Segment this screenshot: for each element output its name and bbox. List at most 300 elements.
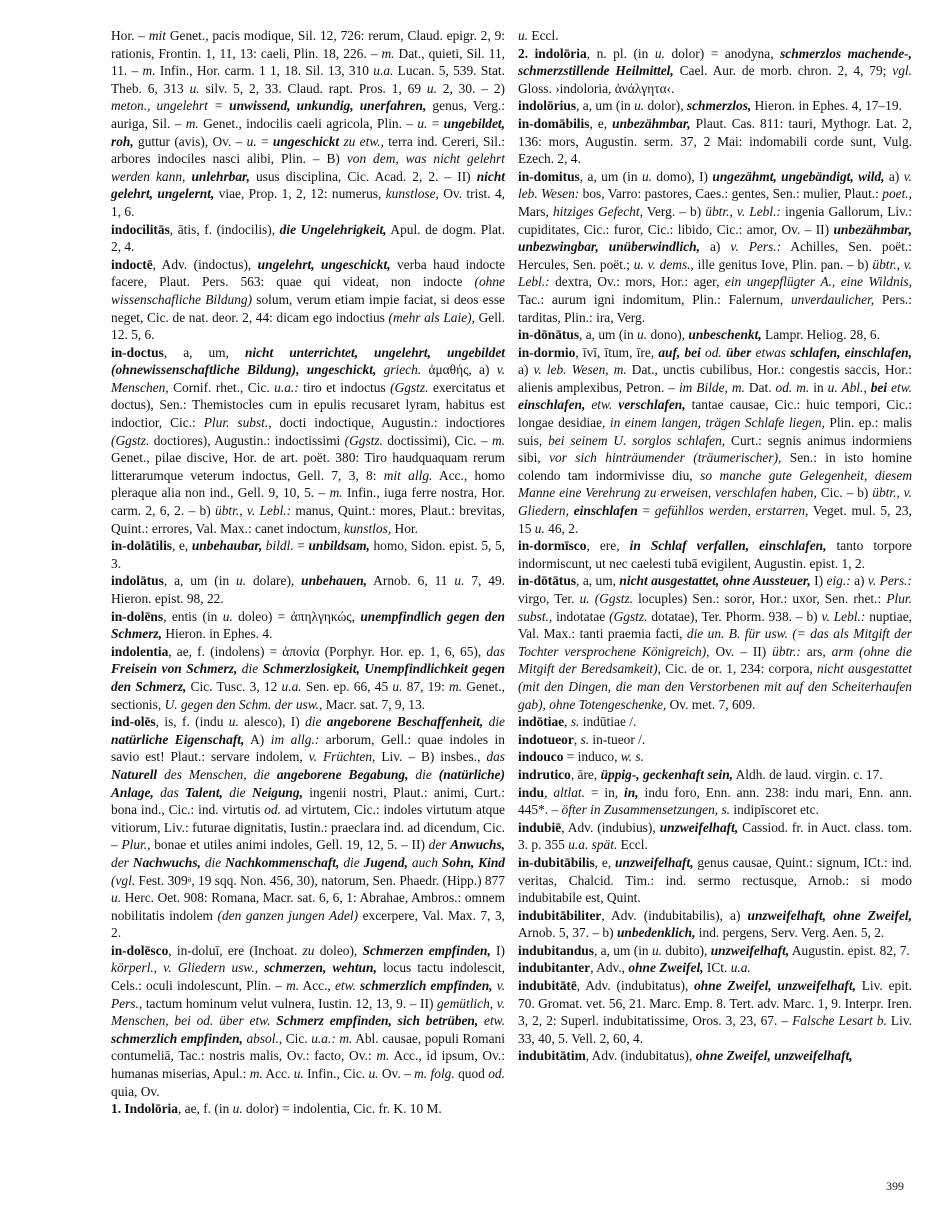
- entry-annotation: m.: [381, 45, 395, 61]
- entry-text: = induco,: [563, 749, 621, 765]
- entry-annotation: kunstlose,: [385, 186, 439, 202]
- entry-annotation: auch: [411, 854, 438, 870]
- entry-annotation: das: [160, 784, 179, 800]
- dictionary-entry: [518, 1047, 912, 1065]
- entry-headword: in-dormīsco: [518, 538, 587, 554]
- entry-translation: unbehaubar,: [191, 538, 263, 554]
- entry-translation: angeborene Beschaffenheit,: [326, 714, 484, 730]
- entry-translation: einschlafen,: [518, 397, 586, 413]
- entry-text: Arnob. 5, 37. – b): [518, 925, 617, 941]
- entry-text: Gell. 12. 5, 6.: [111, 309, 505, 343]
- entry-translation: nicht unterrichtet, ungelehrt, ungebildet (ohnewissenschaftliche Bildung), ungeschickt,: [111, 344, 505, 378]
- entry-text: usus disciplina, Cic. Acad. 2, 2. – II): [249, 168, 477, 184]
- entry-annotation: u.: [236, 573, 247, 589]
- entry-text: dolare),: [246, 573, 302, 589]
- entry-annotation: zu etw.,: [343, 133, 384, 149]
- entry-annotation: die: [241, 661, 259, 677]
- entry-annotation: poet.,: [882, 186, 912, 202]
- entry-text: Curt.: segnis animus indormiens sibi,: [518, 432, 912, 466]
- entry-annotation: übtr., v. Lebl.:: [518, 256, 912, 290]
- entry-annotation: (vgl.: [111, 872, 136, 888]
- entry-text: ,: [564, 714, 571, 730]
- entry-text: docti indoctique, Augustin.: indoctiores: [271, 415, 505, 431]
- dictionary-entry: [518, 942, 912, 960]
- dictionary-entry: [518, 731, 912, 749]
- entry-annotation: die: [305, 714, 322, 730]
- entry-text: exercitatus et doctus), Sen.: Themistocles cum in epulis recusaret lyram, habitus est indoctior, Cic.:: [111, 379, 505, 431]
- entry-translation: ungeschickt: [272, 133, 340, 149]
- entry-annotation: (den ganzen jungen Adel): [217, 907, 359, 923]
- entry-text: Liv. – B) insbes.,: [375, 749, 487, 765]
- entry-annotation: übtr., v. Gliedern,: [518, 485, 912, 519]
- entry-translation: Talent,: [185, 784, 223, 800]
- entry-text: Dat., quieti, Sil. 11, 11. –: [111, 45, 505, 79]
- entry-text: Cic. Tusc. 3, 12: [186, 678, 282, 694]
- entry-annotation: od. m.: [775, 379, 810, 395]
- entry-annotation: das: [486, 643, 505, 659]
- entry-text: ICt.: [703, 960, 731, 976]
- entry-translation: unbezähmbar, unbezwingbar, unüberwindlich,: [518, 221, 912, 255]
- entry-text: =: [637, 503, 655, 519]
- entry-text: Lampr. Heliog. 28, 6.: [761, 327, 880, 343]
- entry-translation: ohne Zweifel, unzweifelhaft,: [694, 978, 856, 994]
- entry-text: doleo),: [314, 942, 363, 958]
- entry-text: , a, um (in: [593, 942, 652, 958]
- entry-text: , a, um,: [163, 344, 245, 360]
- entry-annotation: unverdaulicher,: [790, 291, 875, 307]
- dictionary-entry: [518, 959, 912, 977]
- entry-text: , a, um (in: [163, 573, 237, 589]
- dictionary-entry: [518, 344, 912, 538]
- entry-text: bonae et utiles animi indoles, Gell. 19, 12, 5. – II): [150, 837, 429, 853]
- dictionary-entry: [518, 97, 912, 115]
- entry-annotation: u.: [232, 1101, 243, 1117]
- entry-annotation: u.: [111, 890, 122, 906]
- entry-text: a): [884, 168, 904, 184]
- entry-text: Ov. met. 7, 609.: [666, 696, 756, 712]
- entry-annotation: (ohne wissenschafliche Bildung): [111, 274, 505, 307]
- entry-text: quia, Ov.: [111, 1083, 160, 1099]
- entry-annotation: mit allg.: [383, 467, 433, 483]
- entry-annotation: m.: [249, 1066, 263, 1082]
- entry-annotation: die: [415, 766, 432, 782]
- entry-annotation: u.: [579, 591, 590, 606]
- entry-annotation: altlat.: [553, 784, 585, 800]
- entry-headword: in-domitus: [518, 168, 580, 184]
- entry-translation: nicht ausgestattet, ohne Aussteuer,: [619, 573, 811, 589]
- entry-text: dotatae), Ter. Phorm. 938. – b): [647, 608, 822, 624]
- entry-annotation: Plur. subst.,: [203, 415, 272, 431]
- entry-annotation: u.a.:: [311, 1030, 336, 1046]
- entry-text: I): [810, 573, 827, 589]
- entry-annotation: s.: [570, 714, 580, 730]
- entry-text: Achilles, Sen. poët.: Hercules, Sen. poët.;: [518, 239, 912, 272]
- entry-text: homo, Sidon. epist. 5, 5, 3.: [111, 538, 505, 571]
- entry-annotation: gefühllos werden, erstarren,: [654, 503, 809, 519]
- entry-headword: indolātus: [111, 573, 164, 589]
- entry-headword: in-dolēns: [111, 608, 164, 624]
- entry-text: dolor),: [644, 98, 687, 114]
- entry-annotation: etw.: [591, 397, 613, 413]
- entry-translation: die Ungelehrigkeit,: [279, 221, 387, 237]
- entry-translation: schmerzlos machende-, schmerzstillende Heilmittel,: [518, 45, 912, 79]
- entry-translation: Sohn, Kind: [441, 854, 505, 870]
- entry-annotation: u.: [228, 714, 239, 730]
- entry-text: , entis (in: [163, 608, 223, 624]
- entry-translation: unzweifelhaft,: [659, 819, 739, 835]
- entry-text: solum, verum etiam impie faciat, si deos esse neget, Cic. de nat. deor. 2, 44: dicam ego indoctius: [111, 291, 505, 325]
- entry-translation: ohne Zweifel, unzweifelhaft,: [695, 1048, 853, 1064]
- entry-text: doctiores), Augustin.: indoctissimi: [149, 432, 345, 448]
- entry-text: silv. 5, 2, 33. Claud. rapt. Pros. 1, 69: [199, 80, 427, 96]
- entry-annotation: u.: [641, 168, 652, 184]
- entry-translation: Naturell: [111, 766, 158, 782]
- entry-annotation: etw.: [334, 978, 356, 994]
- entry-translation: ungelehrt, ungeschickt,: [257, 256, 391, 272]
- entry-text: Cael. Aur. de morb. chron. 2, 4, 79;: [673, 63, 893, 79]
- dictionary-entry: [111, 643, 505, 713]
- entry-annotation: Plur.,: [121, 837, 151, 853]
- entry-annotation: Plur. subst.,: [518, 591, 912, 624]
- entry-text: Genet., indocilis caeli agricola, Plin. –: [198, 115, 418, 131]
- entry-annotation: m.: [142, 63, 156, 79]
- entry-annotation: m.: [339, 1030, 353, 1046]
- entry-translation: Nachkommenschaft,: [225, 854, 340, 870]
- entry-translation: Schmerzen empfinden,: [362, 942, 491, 958]
- entry-annotation: mit: [148, 28, 166, 43]
- entry-text: genus causae, Quint.: signum, ICt.: ind. veritas, Chalcid. Tim.: ind. sermo rectusque, Arnob.: si modo indubitabile est, Quint.: [518, 854, 912, 906]
- entry-text: bos, Varro: pastores, Caes.: gentes, Sen.: mulier, Plaut.:: [579, 186, 883, 202]
- entry-translation: Nachwuchs,: [132, 854, 201, 870]
- entry-text: tanto torpore indormiscunt, ut nec caelesti tubā evigilent, Augustin. epist. 1, 2.: [518, 538, 912, 571]
- entry-headword: ind-olēs: [111, 714, 156, 730]
- entry-annotation: eig.:: [826, 573, 851, 589]
- entry-annotation: u.: [222, 608, 233, 624]
- entry-annotation: kunstlos,: [343, 520, 392, 536]
- entry-text: , a, um (in: [576, 98, 635, 114]
- entry-text: I): [490, 942, 505, 958]
- entry-text: Cic. – b): [816, 485, 873, 501]
- dictionary-entry: [111, 1100, 505, 1118]
- entry-translation: einschlafen: [573, 503, 638, 519]
- dictionary-entry: [111, 713, 505, 942]
- entry-annotation: die: [229, 784, 246, 800]
- entry-text: Genet., pilae discive, Hor. de art. poët. 380: Tiro haudquaquam rerum litterarumque veterum indoctus, Gell. 7, 3, 8:: [111, 450, 505, 483]
- entry-annotation: m.: [286, 978, 300, 994]
- entry-text: Infin., Hor. carm. 1 1, 18. Sil. 13, 310: [155, 63, 374, 79]
- entry-text: =: [293, 538, 309, 554]
- entry-headword: in-doctus: [111, 344, 164, 360]
- entry-text: Infin., iuga ferre nostra, Hor. carm. 2, 6, 2. – b): [111, 485, 505, 519]
- entry-text: Ov. –: [378, 1066, 415, 1082]
- entry-annotation: so manche gute Gelegenheit, diesem Manne eine Verehrung zu erweisen, verschlafen haben,: [518, 467, 912, 501]
- entry-text: 2, 30. – 2): [436, 80, 505, 96]
- entry-text: verba haud indocte facere, Plaut. Pers. 563: quae qui videat, non indocte: [111, 256, 505, 290]
- dictionary-entry: [518, 977, 912, 1047]
- entry-text: Pers.: tarditas, Plin.: ira, Verg.: [518, 291, 912, 325]
- dictionary-entry: [518, 784, 912, 819]
- entry-text: A): [244, 731, 271, 747]
- entry-text: , ere,: [586, 538, 630, 554]
- entry-translation: unbeschenkt,: [688, 327, 762, 343]
- entry-text: Acc.,: [299, 978, 335, 994]
- dictionary-entry: [518, 537, 912, 572]
- entry-annotation: absol.,: [246, 1030, 283, 1046]
- entry-annotation: u.: [634, 98, 645, 114]
- entry-text: a): [850, 573, 868, 589]
- entry-annotation: (Ggstz.: [344, 432, 383, 448]
- dictionary-entry: [518, 115, 912, 168]
- entry-text: Veget. mul. 5, 23, 15: [518, 503, 912, 536]
- entry-text: Cornif. rhet., Cic.: [168, 379, 275, 395]
- entry-annotation: übtr., v. Lebl.:: [705, 203, 781, 219]
- entry-text: indu foro, Enn. ann. 238: indu mari, Enn. ann. 445*. –: [518, 784, 913, 818]
- entry-text: , ae, f. (in: [177, 1101, 233, 1117]
- entry-text: Eccl.: [617, 837, 648, 853]
- dictionary-entry: [518, 27, 912, 45]
- entry-annotation: bildl.: [265, 538, 294, 554]
- entry-translation: unzweifelhaft, ohne Zweifel,: [747, 907, 912, 923]
- entry-text: , ātis, f. (indocilis),: [169, 221, 280, 237]
- entry-text: [270, 767, 277, 782]
- entry-annotation: m.: [449, 678, 463, 694]
- dictionary-entry: [111, 221, 505, 256]
- entry-translation: Jugend,: [363, 854, 408, 870]
- entry-text: Aldh. de laud. virgin. c. 17.: [733, 766, 883, 782]
- entry-translation: schlafen, einschlafen,: [790, 344, 912, 360]
- entry-text: Tac.: aurum igni indomitum, Plin.: Falernum,: [518, 291, 791, 307]
- entry-text: Lucan. 5, 539. Stat. Theb. 6, 313: [111, 63, 505, 96]
- entry-translation: Freisein von Schmerz,: [111, 661, 238, 677]
- entry-headword: indolōrius: [518, 98, 577, 114]
- entry-text: Liv. epit. 70. Gromat. vet. 56, 21. Marc. Emp. 8. Tert. adv. Marc. 1, 9. Interpr. Iren. 3, 2, 2: Superl. indubitatissime, Oros. 3, 23, 67. –: [518, 978, 912, 1029]
- entry-annotation: m.: [491, 432, 506, 448]
- entry-text: virgo, Ter.: [518, 591, 580, 606]
- left-column: [111, 27, 505, 1118]
- entry-annotation: u.: [518, 28, 529, 43]
- entry-annotation: u.: [293, 1066, 304, 1082]
- entry-headword: indubitābiliter: [518, 907, 602, 923]
- entry-annotation: in einem langen, trägen Schlafe liegen,: [609, 415, 825, 431]
- entry-text: Arnob. 6, 11: [367, 573, 455, 589]
- entry-text: in-tueor /.: [589, 731, 646, 747]
- entry-text: Dat., unctis cubilibus, Hor.: congestis saccis, Hor.: alienis amplexibus, Petron. –: [518, 362, 912, 395]
- entry-text: Hor. –: [111, 28, 149, 43]
- page-number: 399: [886, 1179, 904, 1193]
- entry-annotation: die: [204, 854, 222, 870]
- entry-annotation: u.a.: [281, 678, 302, 694]
- entry-annotation: im allg.:: [270, 731, 320, 747]
- entry-annotation: die un. B. für usw. (= das als Mitgift der Tochter versprochene Königreich),: [518, 626, 912, 659]
- entry-annotation: m.: [329, 485, 343, 501]
- entry-text: Verg. – b): [642, 203, 706, 219]
- entry-text: ille genitus Iove, Plin. pan. – b): [693, 256, 873, 272]
- entry-translation: unlehrbar,: [191, 168, 250, 184]
- entry-annotation: v. Früchten,: [308, 749, 376, 765]
- entry-annotation: u.a.:: [274, 379, 299, 395]
- entry-text: 7, 49. Hieron. epist. 98, 22.: [111, 573, 505, 606]
- entry-headword: indu: [518, 784, 545, 800]
- entry-text: in: [809, 379, 828, 395]
- entry-text: Genet., pacis modique, Sil. 12, 726: rerum, Claud. epigr. 2, 9: rationis, Frontin. 1, 11, 13: caeli, Plin. 18, 226. –: [111, 28, 505, 61]
- entry-translation: natürliche Eigenschaft,: [111, 731, 245, 747]
- entry-text: tantae causae, Cic.: huic tempori, Cic.: longae desidiae,: [518, 397, 912, 431]
- entry-text: a): [518, 362, 534, 378]
- dictionary-entry: [518, 907, 912, 942]
- entry-text: [432, 767, 439, 782]
- entry-text: genus, Verg.: auriga, Sil. –: [111, 98, 505, 131]
- entry-translation: Neigung,: [251, 784, 303, 800]
- entry-headword: indōtiae: [518, 714, 565, 730]
- entry-translation: unbildsam,: [308, 538, 370, 554]
- entry-annotation: u. Abl.,: [827, 379, 867, 395]
- entry-text: Acc., homo pleraque alia non ind., Gell. 9, 10, 5. –: [111, 467, 505, 501]
- entry-annotation: w. s.: [620, 749, 644, 765]
- entry-translation: auf, bei: [658, 344, 701, 360]
- entry-annotation: s.: [580, 731, 590, 747]
- entry-text: , āre,: [570, 766, 601, 782]
- entry-headword: in-dubitābilis: [518, 854, 595, 870]
- entry-text: doleo) = ἀπηλγηκώς,: [232, 608, 361, 624]
- entry-text: , ae, f. (indolens) = ἀπονία (Porphyr. Hor. ep. 1, 6, 65),: [168, 643, 487, 659]
- entry-annotation: zu: [302, 942, 315, 958]
- entry-text: ad virtutem, Cic.: indoles virtutum atque vitiorum, Liv.: futurae dignitatis, Iustin.: praeclara ind. ad dicendum, Cic. –: [111, 802, 506, 853]
- entry-annotation: die: [488, 714, 505, 730]
- entry-annotation: bei seinem U. sorglos schlafen,: [548, 432, 726, 448]
- entry-text: nuptiae, Val. Max.: tanti praemia facti,: [518, 608, 912, 642]
- dictionary-entry: [111, 256, 505, 344]
- entry-translation: ungebildet, roh,: [111, 115, 506, 149]
- entry-text: Fest. 309ᵃ, 19 sqq. Non. 456, 30), natorum, Sen. Phaedr. (Hipp.) 877: [135, 872, 505, 888]
- entry-text: =: [256, 133, 273, 149]
- entry-text: excerpere, Val. Max. 7, 3, 2.: [111, 907, 505, 941]
- entry-text: dolor) = indolentia, Cic. fr. K. 10 M.: [242, 1101, 442, 1117]
- entry-headword: in-dolēsco: [111, 942, 169, 958]
- entry-annotation: vor sich hinträumender (träumerischer),: [549, 450, 782, 466]
- entry-text: , Adv. (indoctus),: [152, 256, 258, 272]
- entry-annotation: u.: [454, 573, 465, 589]
- entry-annotation: m. folg.: [414, 1066, 455, 1082]
- entry-annotation: u.: [426, 80, 437, 96]
- dictionary-entry: [111, 344, 505, 538]
- entry-annotation: v. Lebl.:: [821, 608, 866, 624]
- dictionary-entry: [518, 748, 912, 766]
- entry-text: arborum, Gell.: quae indoles in savio est! Plaut.: servare indolem,: [111, 731, 505, 765]
- entry-annotation: vgl.: [892, 63, 912, 79]
- entry-annotation: v. Menschen,: [111, 362, 505, 395]
- entry-text: ingenia Gallorum, Liv.: cupiditates, Cic.: furor, Cic.: libido, Cic.: amor, Ov. – II): [518, 203, 912, 237]
- entry-headword: indocilitās: [111, 221, 170, 237]
- entry-text: Genet., sectionis,: [111, 678, 505, 712]
- entry-headword: indubitanter: [518, 960, 591, 976]
- entry-headword: indotueor: [518, 731, 574, 747]
- entry-text: Eccl.: [528, 28, 559, 43]
- entry-text: , is, f. (indu: [155, 714, 229, 730]
- entry-text: manus, Quint.: mores, Plaut.: brevitas, Quint.: errores, Val. Max.: canet indoctum,: [111, 503, 505, 536]
- dictionary-entry: [518, 326, 912, 344]
- entry-translation: angeborene Begabung,: [276, 766, 409, 782]
- dictionary-entry: [518, 854, 912, 907]
- entry-text: [376, 362, 383, 377]
- entry-annotation: v. leb. Wesen:: [518, 168, 913, 202]
- entry-annotation: u. v. dems.,: [633, 256, 694, 272]
- entry-annotation: griech.: [383, 362, 422, 378]
- entry-text: Infin., Cic.: [303, 1066, 369, 1082]
- entry-annotation: u.a.: [373, 63, 394, 79]
- entry-annotation: (Ggstz.: [609, 608, 648, 624]
- entry-text: , a, um (in: [579, 327, 638, 343]
- entry-translation: (natürliche) Anlage,: [111, 766, 505, 800]
- entry-annotation: (Ggstz.: [390, 379, 429, 395]
- entry-text: Cassiod. fr. in Auct. class. tom. 3. p. 355: [518, 819, 912, 853]
- entry-annotation: u.: [246, 133, 257, 149]
- entry-text: tactum hominum velut vulnera, Iustin. 12, 13, 9. – II): [142, 995, 437, 1011]
- entry-annotation: meton., ungelehrt =: [111, 98, 230, 114]
- entry-annotation: od.: [705, 344, 722, 360]
- entry-text: dubito),: [662, 942, 711, 958]
- entry-headword: in-dōnātus: [518, 327, 580, 343]
- entry-text: indipīscoret etc.: [730, 802, 819, 818]
- entry-headword: indouco: [518, 749, 564, 765]
- entry-text: Macr. sat. 7, 9, 13.: [322, 696, 426, 712]
- entry-annotation: der: [428, 837, 447, 853]
- dictionary-entry: [518, 819, 912, 854]
- entry-annotation: übtr., v. Lebl.:: [215, 503, 292, 519]
- entry-translation: ohne Zweifel,: [628, 960, 704, 976]
- entry-text: 87, 19:: [402, 678, 450, 694]
- dictionary-entry: [518, 168, 912, 326]
- entry-text: ind. pergens, Serv. Verg. Aen. 5, 2.: [695, 925, 885, 941]
- entry-translation: unzweifelhaft,: [615, 854, 694, 870]
- dictionary-entry: [518, 45, 912, 98]
- entry-annotation: u.: [637, 327, 648, 343]
- entry-headword: in-domābilis: [518, 115, 590, 131]
- entry-translation: bei: [870, 379, 888, 395]
- entry-annotation: etwas: [755, 344, 787, 360]
- entry-headword: indoctē: [111, 256, 153, 272]
- entry-annotation: (mehr als Laie),: [388, 309, 475, 325]
- entry-annotation: v. Pers.,: [111, 978, 505, 1011]
- entry-text: Acc., id ipsum, Ov.: humanas miserias, Apul.:: [111, 1048, 505, 1082]
- entry-text: Cic.: [282, 1030, 312, 1046]
- entry-translation: Schmerzlosigkeit, Unempfindlichkeit gegen den Schmerz,: [111, 661, 505, 694]
- entry-text: Acc.: [262, 1066, 294, 1082]
- entry-headword: indubitātim: [518, 1048, 586, 1064]
- entry-annotation: u.: [392, 678, 403, 694]
- entry-text: Mars,: [518, 203, 553, 219]
- entry-text: , Adv. (indubius),: [561, 819, 660, 835]
- entry-annotation: des Menschen, die: [164, 766, 270, 782]
- right-column: [518, 27, 912, 1065]
- entry-translation: unzweifelhaft,: [710, 942, 790, 958]
- entry-annotation: u.: [654, 45, 665, 61]
- entry-text: ,: [573, 731, 581, 747]
- entry-annotation: u.: [534, 520, 545, 536]
- entry-headword: in-dōtātus: [518, 573, 577, 589]
- entry-annotation: v. leb. Wesen, m.: [533, 362, 627, 378]
- entry-translation: verschlafen,: [618, 397, 686, 413]
- entry-text: doctissimi), Cic. –: [382, 432, 492, 448]
- entry-translation: Anwuchs,: [450, 837, 506, 853]
- entry-text: Sen. ep. 66, 45: [301, 678, 393, 694]
- entry-text: Ov. – II): [709, 643, 773, 659]
- entry-text: , n. pl. (in: [586, 45, 655, 61]
- entry-text: , īvī, ītum, īre,: [575, 344, 659, 360]
- entry-annotation: u.: [651, 942, 662, 958]
- entry-headword: 2. indolōria: [518, 45, 587, 61]
- entry-text: Ov. trist. 4, 1, 6.: [111, 186, 505, 219]
- entry-text: , e,: [594, 854, 616, 870]
